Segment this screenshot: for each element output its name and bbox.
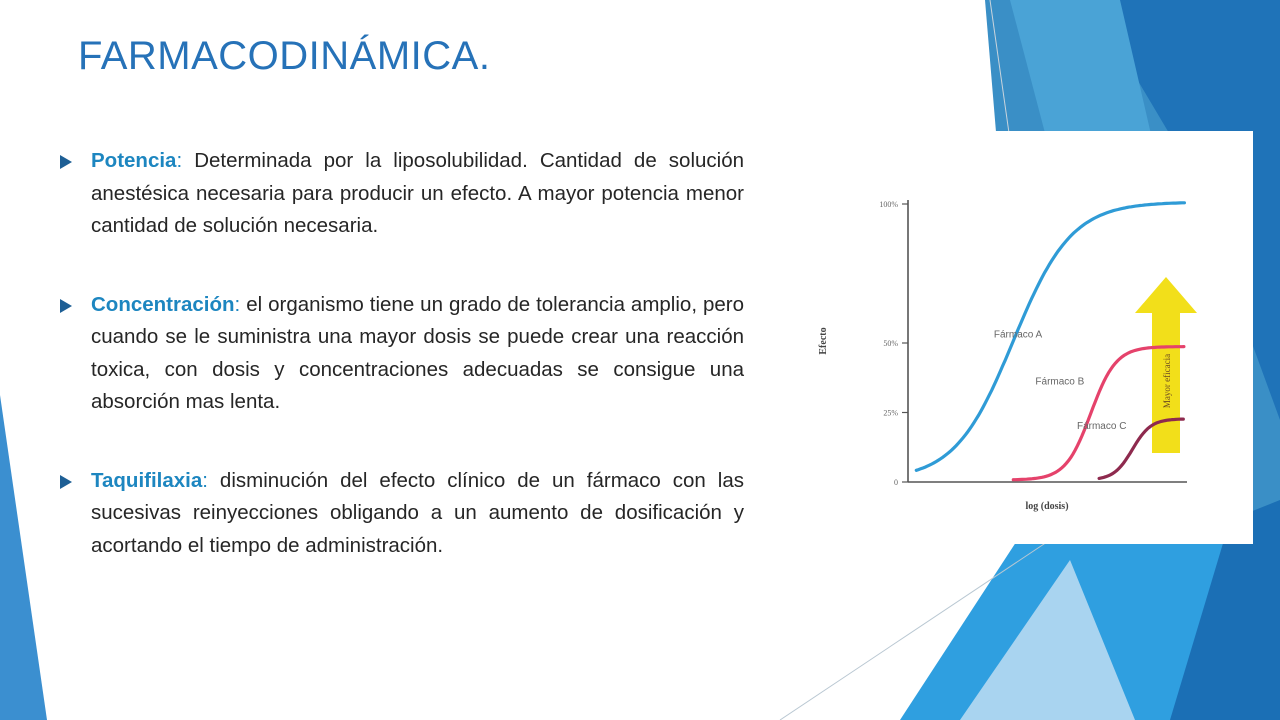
y-axis-label: Efecto [818, 327, 829, 355]
y-tick-label: 50% [883, 339, 898, 348]
bullet-potencia [58, 145, 744, 243]
bullet-concentracion [58, 289, 744, 419]
bullet-list [58, 145, 744, 562]
bullet-term: Concentración [91, 292, 235, 316]
curve-series-label: Fármaco C [1076, 421, 1127, 433]
efficacy-arrow-label: Mayor eficacia [1162, 353, 1172, 409]
x-axis-label: log (dosis) [1025, 501, 1069, 512]
y-tick-label: 25% [883, 408, 898, 418]
bullet-arrow-icon [60, 155, 72, 169]
y-tick-label: 0 [894, 478, 898, 487]
y-tick-label: 100% [879, 200, 898, 209]
bullet-arrow-icon [60, 299, 72, 313]
decor-shape-left [0, 395, 47, 720]
bullet-taquifilaxia [58, 465, 744, 563]
chart-svg [760, 131, 1253, 544]
dose-response-chart [760, 131, 1253, 544]
bullet-text: disminución del efecto clínico de un fármaco con las sucesivas reinyecciones obligando a un aumento de dosificación y acortando el tiempo de administración. [91, 468, 744, 557]
efficacy-arrow-layer [1135, 277, 1197, 453]
bullet-separator: : [176, 149, 183, 172]
curve-labels-layer [994, 329, 1127, 432]
slide-title: FARMACODINÁMICA. [78, 34, 491, 78]
bullet-separator: : [202, 468, 208, 492]
bullet-separator: : [234, 292, 241, 316]
curves-layer [916, 203, 1184, 480]
bullet-term: Taquifilaxia [91, 468, 203, 492]
bullet-text: el organismo tiene un grado de tolerancia amplio, pero cuando se le suministra una mayor dosis se puede crear una reacción toxica, con dosis y concentraciones adecuadas se consigue una absorción mas lenta. [91, 292, 744, 413]
chart-axes [908, 200, 1187, 482]
bullet-arrow-icon [60, 475, 72, 489]
bullet-text: Determinada por la liposolubilidad. Cantidad de solución anestésica necesaria para producir un efecto. A mayor potencia menor cantidad de solución necesaria. [91, 149, 744, 237]
y-ticks [879, 200, 908, 487]
bullet-term: Potencia [91, 149, 177, 172]
curve-series-label: Fármaco B [1035, 376, 1085, 388]
curve-series-label: Fármaco A [993, 329, 1043, 341]
